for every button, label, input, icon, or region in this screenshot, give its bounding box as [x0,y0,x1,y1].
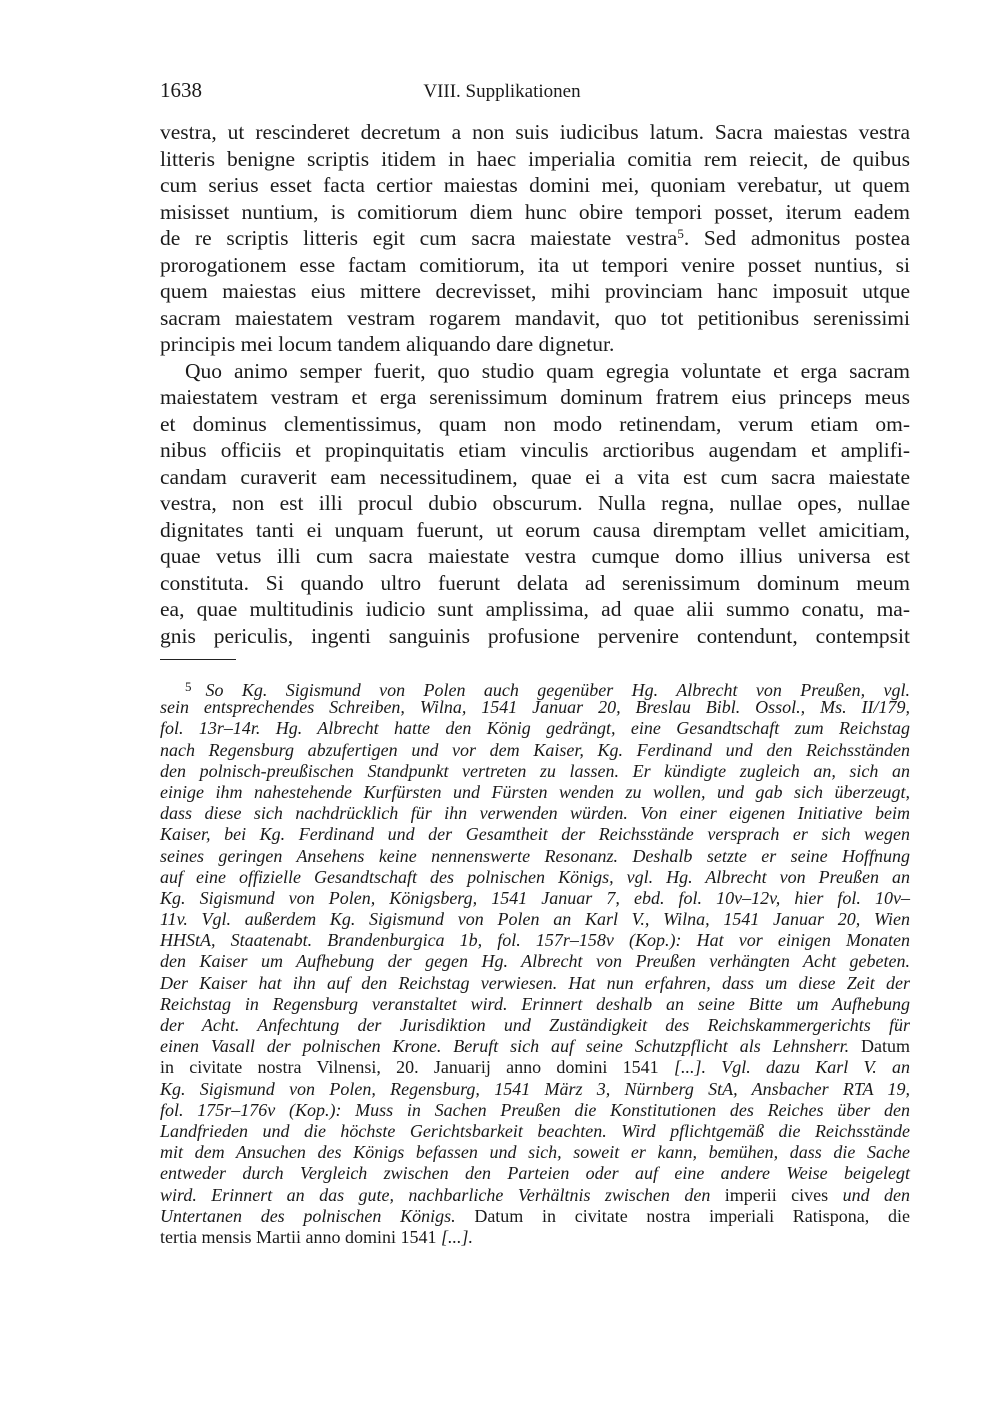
italic-text: der Acht. Anfechtung der Jurisdiktion und Zuständigkeit des Reichskammergerichts für [160,1015,910,1035]
italic-text: Reichstag in Regensburg veranstaltet wird. Erinnert deshalb an seine Bitte um Aufhebung [160,993,910,1014]
footnote-line [160,824,910,845]
roman-text: in civitate nostra Vilnensi, 20. Januarij anno domini 1541 [160,1057,674,1078]
footnote-line [160,888,910,909]
text-line-content: quem maiestas eius mittere decrevisset, mihi provinciam hanc imposuit utque [160,279,910,303]
italic-text: sein entsprechendes Schreiben, Wilna, 1541 Januar 20, Breslau Bibl. Ossol., Ms. II/179, [160,697,910,718]
footnote-line [160,803,910,824]
italic-text: nach Regensburg abzufertigen und vor dem Kaiser, Kg. Ferdinand und den Reichsständen [160,739,910,760]
italic-text: Kg. Sigismund von Polen, Regensburg, 1541 März 3, Nürnberg StA, Ansbacher RTA 19, [160,1078,910,1099]
text-line [160,305,910,332]
text-line [160,517,910,544]
footnote-line [160,697,910,718]
italic-text: Landfrieden und die höchste Gerichtsbarkeit beachten. Wird pflichtgemäß die Reichsstände [160,1120,910,1141]
footnote-line [160,1057,910,1078]
text-line [160,570,910,597]
text-line-content: nibus officiis et propinquitatis etiam vinculis arctioribus augendam et amplifi- [160,438,910,462]
text-line-content: principis mei locum tandem aliquando dare dignetur. [160,332,615,356]
italic-text: den polnisch-preußischen Standpunkt vertreten zu lassen. Er kündigte zugleich an, sich an [160,760,910,781]
footnote-line [160,1079,910,1100]
text-line-content: sacram maiestatem vestram rogarem mandavit, quo tot petitionibus serenissimi [160,305,910,330]
footnote-line [160,1206,910,1227]
italic-text: [...]. Vgl. dazu Karl V. an [673,1057,910,1078]
footnote-line [160,782,910,803]
footnote-reference[interactable]: 5 [677,226,684,241]
footnotes [160,676,910,1248]
text-line-content: dignitates tanti ei unquam fuerunt, ut eorum causa diremptam vellet amicitiam, [160,517,910,542]
footnote-line [160,1163,910,1184]
footnote-line [160,1036,910,1057]
text-line [160,543,910,570]
text-line-content: gnis periculis, ingenti sanguinis profusione pervenire contendunt, contempsit [160,623,910,648]
text-line [160,623,910,650]
text-line [160,358,910,385]
footnote-line [160,1185,910,1206]
text-line-content: vestra, ut rescinderet decretum a non suis iudicibus latum. Sacra maiestas vestra [160,120,910,144]
footnote-line [160,718,910,739]
italic-text: Kg. Sigismund von Polen, Königsberg, 1541 Januar 7, ebd. fol. 10v–12v, hier fol. 10v– [160,887,910,908]
italic-text: wird. Erinnert an das gute, nachbarliche Verhältnis zwischen den [160,1184,725,1205]
footnote-separator [160,659,236,660]
footnote-line [160,761,910,782]
italic-text: HHStA, Staatenabt. Brandenburgica 1b, fol. 157r–158v (Kop.): Hat vor einigen Monaten [160,930,910,951]
text-line-content: ea, quae multitudinis iudicio sunt amplissima, ad quae alii summo conatu, ma- [160,597,910,621]
text-line [160,596,910,623]
italic-text: und den [828,1184,910,1205]
text-line [160,490,910,517]
footnote-line [160,909,910,930]
text-line [160,464,910,491]
roman-text: imperii cives [724,1184,829,1205]
footnote-line [160,1142,910,1163]
italic-text: einige ihm nahestehende Kurfürsten und Fürsten wenden zu wollen, und gab sich überzeugt, [160,781,910,802]
text-line-content: candam curaverit eam necessitudinem, quae ei a vita est cum sacra maiestate [160,464,910,489]
italic-text: den Kaiser um Aufhebung der gegen Hg. Albrecht von Preußen verhängten Acht gebeten. [160,951,910,972]
main-text [160,119,910,649]
text-line [160,384,910,411]
italic-text: Untertanen des polnischen Königs. [160,1205,456,1226]
text-line [160,252,910,279]
italic-text: seines geringen Ansehens keine nennenswerte Resonanz. Deshalb setzte er seine Hoffnung [160,845,910,866]
italic-text: Der Kaiser hat ihn auf den Reichstag verwiesen. Hat nun erfahren, dass um diese Zeit der [160,972,910,993]
text-line [160,225,910,252]
footnote-line [160,973,910,994]
italic-text: auf eine offizielle Gesandtschaft des polnischen Königs, vgl. Hg. Albrecht von Preußen an [160,866,910,887]
footnote-line [160,740,910,761]
italic-text: fol. 175r–176v (Kop.): Muss in Sachen Preußen die Konstitutionen des Reiches über den [160,1099,910,1120]
italic-text: 11v. Vgl. außerdem Kg. Sigismund von Polen an Karl V., Wilna, 1541 Januar 20, Wien [160,909,910,930]
page-number: 1638 [160,78,202,102]
text-line [160,331,910,358]
footnote-line [160,676,910,700]
text-line [160,437,910,464]
text-line-content: et dominus clementissimus, quam non modo retinendam, verum etiam om- [160,411,910,436]
roman-text: Datum [849,1036,910,1057]
text-line-content: constituta. Si quando ultro fuerunt delata ad serenissimum dominum meum [160,570,910,595]
text-line-content: quae vetus illi cum sacra maiestate vestra cumque domo illius universa est [160,544,910,568]
footnote-line [160,1121,910,1142]
footnote-line [160,1015,910,1036]
footnote-line [160,846,910,867]
italic-text: dass diese sich nachdrücklich für ihn verwenden würden. Von einer eigenen Initiative beim [160,803,910,824]
footnote-line [160,867,910,888]
footnote-line [160,1100,910,1121]
roman-text: Datum in civitate nostra imperiali Ratispona, die [455,1205,910,1226]
footnote-line [160,930,910,951]
text-line-content: vestra, non est illi procul dubio obscurum. Nulla regna, nullae opes, nullae [160,491,910,515]
text-line-content: . Sed admonitus postea [683,226,910,250]
italic-text: So Kg. Sigismund von Polen auch gegenüber Hg. Albrecht von Preußen, vgl. [205,680,910,700]
footnote-line [160,1227,910,1248]
text-line [160,172,910,199]
footnote-line [160,951,910,972]
text-line [160,411,910,438]
text-line [160,199,910,226]
text-line [160,146,910,173]
roman-text: tertia mensis Martii anno domini 1541 [160,1226,441,1247]
italic-text: entweder durch Vergleich zwischen den Parteien oder auf eine andere Weise beigelegt [160,1163,910,1184]
italic-text: Kaiser, bei Kg. Ferdinand und der Gesamtheit der Reichsstände versprach er sich wegen [160,824,910,845]
text-line-content: cum serius esset facta certior maiestas domini mei, quoniam verebatur, ut quem [160,173,910,197]
text-line [160,278,910,305]
text-line-content: Quo animo semper fuerit, quo studio quam egregia voluntate et erga sacram [185,358,910,383]
text-line-content: prorogationem esse factam comitiorum, ita ut tempori venire posset nuntius, si [160,252,910,277]
italic-text: einen Vasall der polnischen Krone. Beruft sich auf seine Schutzpflicht als Lehnsherr. [160,1036,850,1057]
text-line [160,119,910,146]
text-line-content: misisset nuntium, is comitiorum diem hunc obire tempori posset, iterum eadem [160,199,910,224]
text-line-content: litteris benigne scriptis itidem in haec imperialia comitia rem reiecit, de quibus [160,146,910,171]
italic-text: mit dem Ansuchen des Königs befassen und sich, soweit er kann, bemühen, dass die Sache [160,1142,910,1163]
footnote-number: 5 [185,679,192,694]
italic-text: [...]. [440,1226,473,1247]
text-line-content: de re scriptis litteris egit cum sacra maiestate vestra [160,226,678,250]
text-line-content: maiestatem vestram et erga serenissimum dominum fratrem eius princeps meus [160,385,910,409]
italic-text: fol. 13r–14r. Hg. Albrecht hatte den König gedrängt, eine Gesandtschaft zum Reichstag [160,718,910,739]
running-title: VIII. Supplikationen [423,81,581,102]
footnote-line [160,994,910,1015]
